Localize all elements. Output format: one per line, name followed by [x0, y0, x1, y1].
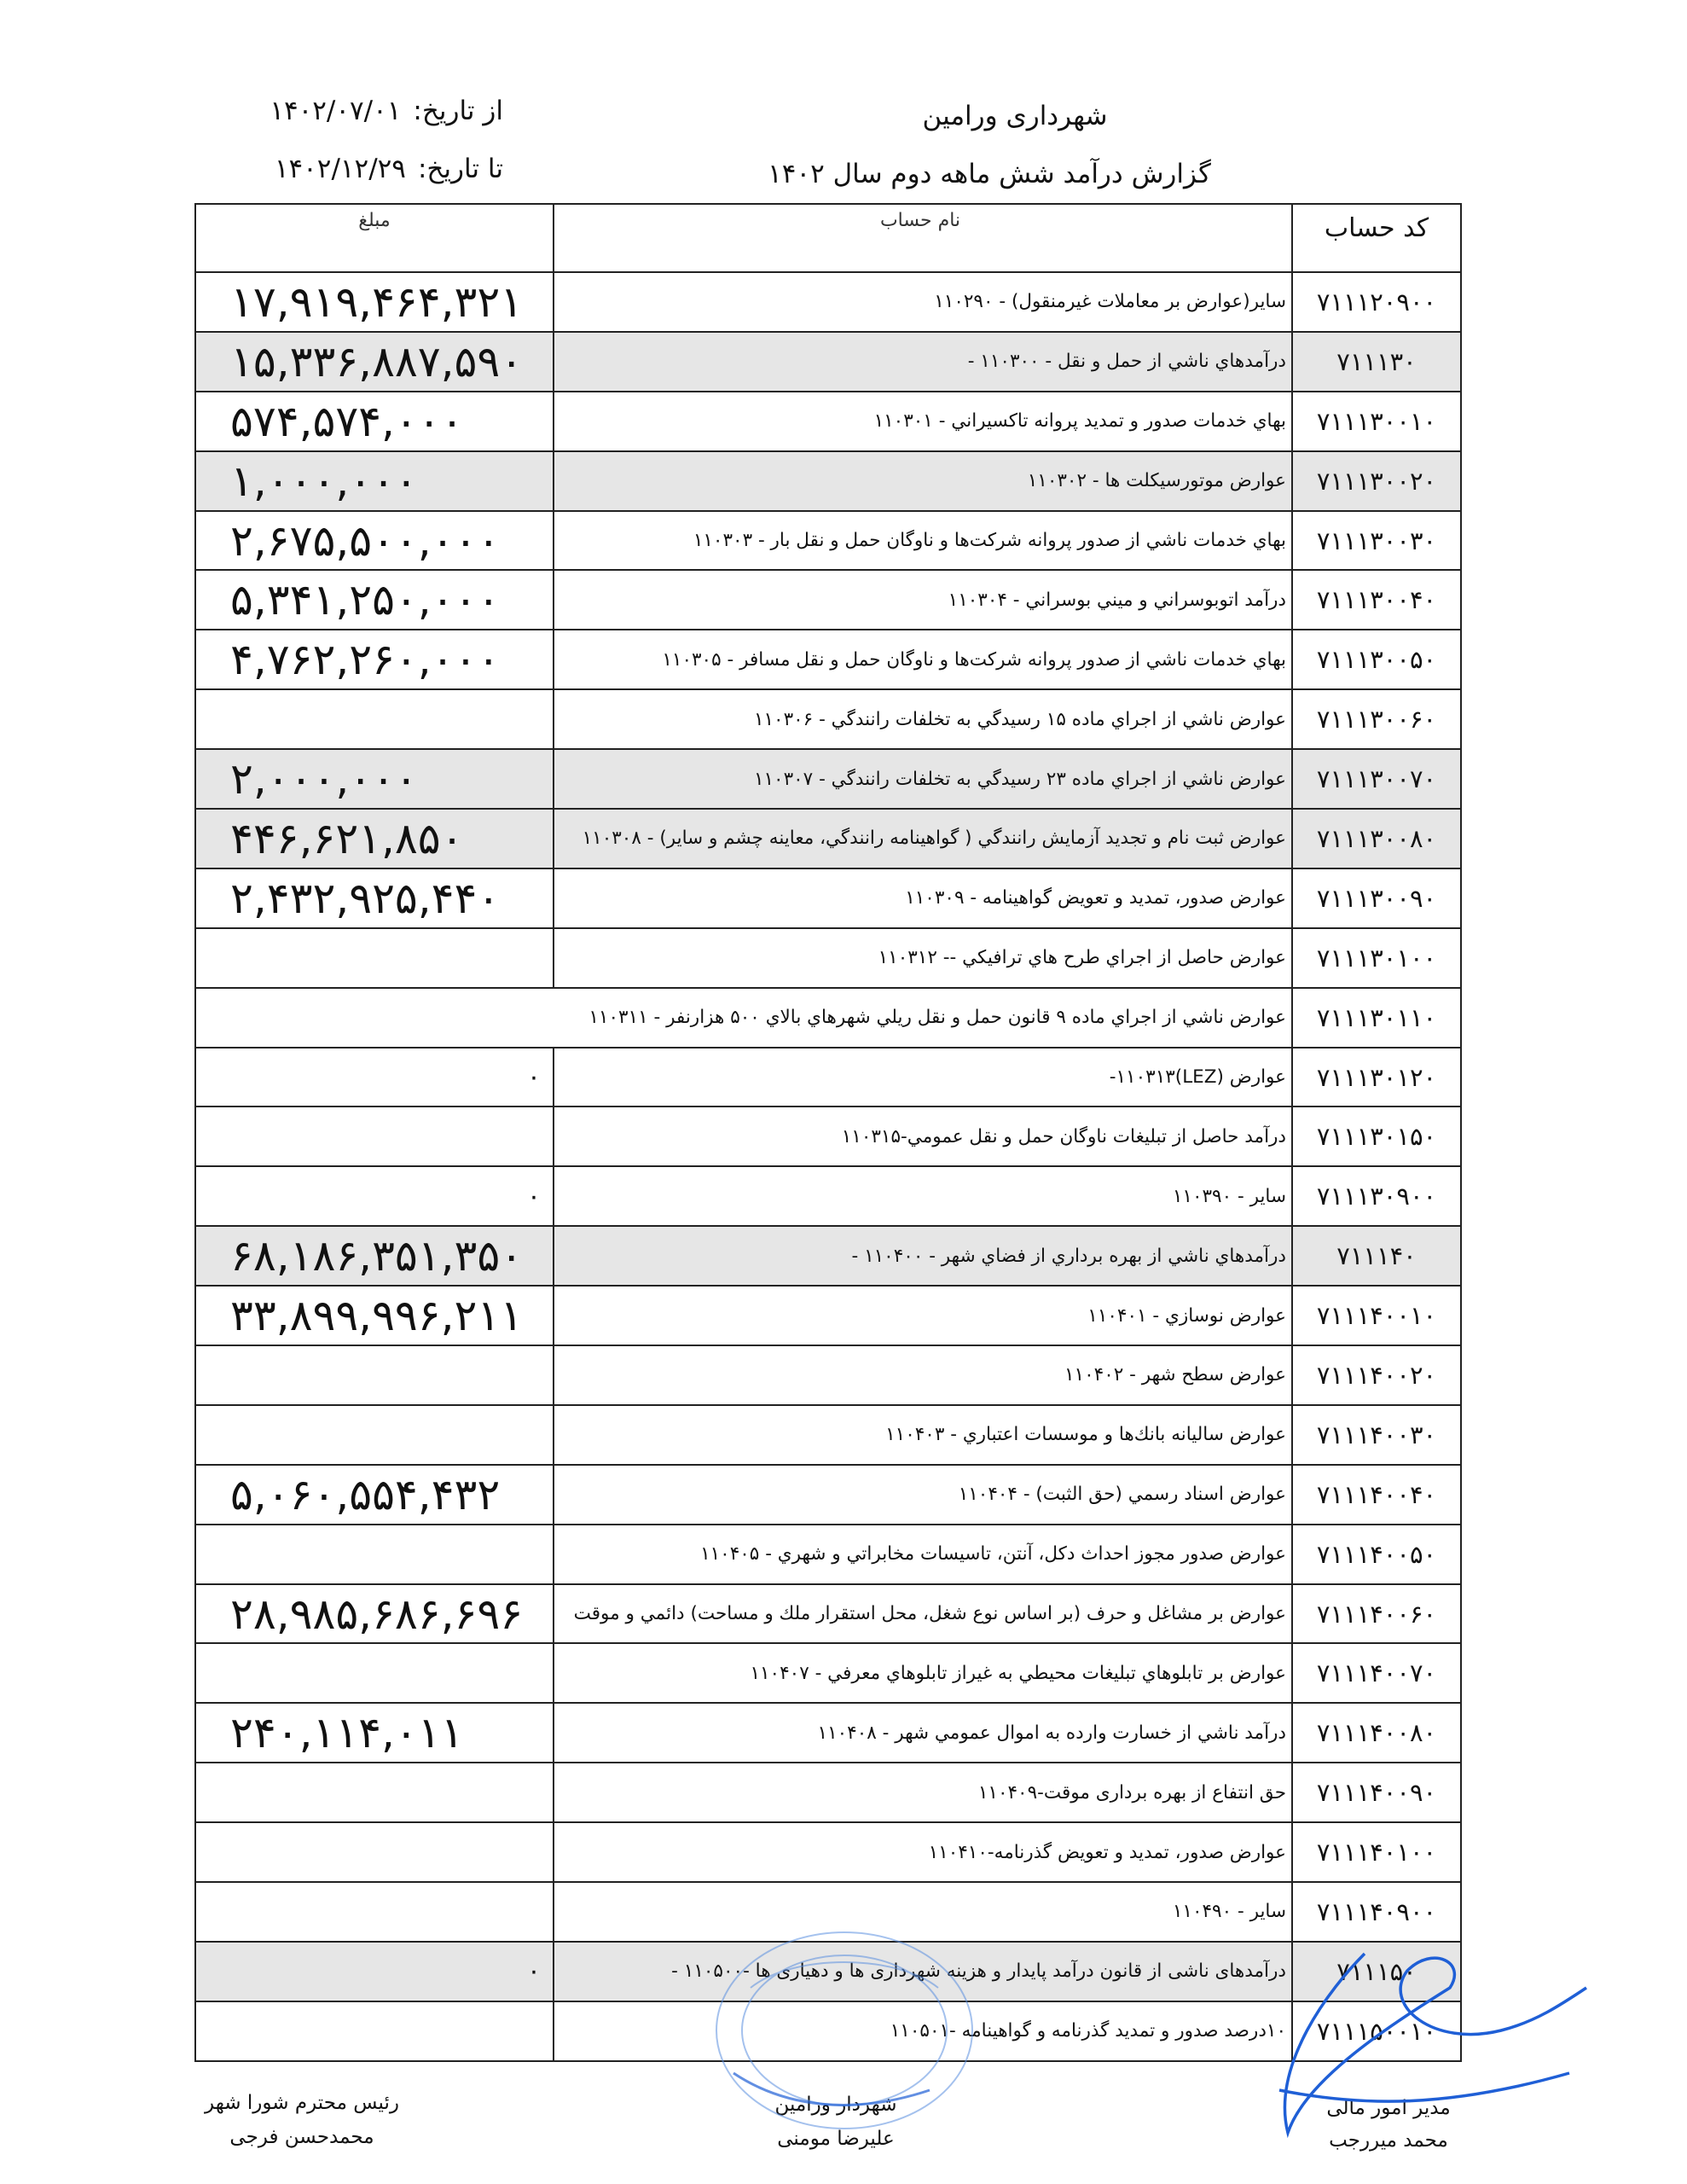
to-date-label: تا تاریخ:	[417, 154, 503, 184]
mayor-name: علیرضا مومنی	[777, 2128, 895, 2150]
account-name-cell: عوارض حاصل از اجراي طرح هاي ترافيكي -- ۱۱۰۳۱۲	[554, 928, 1292, 988]
account-code-cell: ۷۱۱۱۴۰۰۸۰	[1292, 1703, 1461, 1763]
amount-cell: ۱۵,۳۳۶,۸۸۷,۵۹۰	[195, 332, 554, 392]
account-name-cell: عوارض صدور، تمديد و تعويض گواهينامه - ۱۱۰۳۰۹	[554, 868, 1292, 928]
account-name-cell: عوارض صدور مجوز احداث دكل، آنتن، تاسيسات مخابراتي و شهري - ۱۱۰۴۰۵	[554, 1525, 1292, 1584]
account-name-cell: عوارض ساليانه بانك‌ها و موسسات اعتباري - ۱۱۰۴۰۳	[554, 1405, 1292, 1465]
account-name-cell: بهاي خدمات صدور و تمديد پروانه تاكسيراني - ۱۱۰۳۰۱	[554, 392, 1292, 451]
table-row	[195, 1643, 1461, 1703]
account-code-cell: ۷۱۱۱۳۰۱۵۰	[1292, 1107, 1461, 1166]
table-row	[195, 1405, 1461, 1465]
account-code-cell: ۷۱۱۱۴۰۰۴۰	[1292, 1465, 1461, 1525]
amount-cell	[195, 1882, 554, 1942]
account-code-cell: ۷۱۱۱۳۰۰۸۰	[1292, 809, 1461, 868]
account-name-cell: ساير - ۱۱۰۴۹۰	[554, 1882, 1292, 1942]
account-code-cell: ۷۱۱۱۳۰۰۲۰	[1292, 451, 1461, 511]
amount-cell: ۰	[195, 1166, 554, 1226]
table-row	[195, 689, 1461, 749]
amount-cell: ۴,۷۶۲,۲۶۰,۰۰۰	[195, 630, 554, 689]
account-name-cell: عوارض بر تابلوهاي تبليغات محيطي به غيراز تابلوهاي معرفي - ۱۱۰۴۰۷	[554, 1643, 1292, 1703]
amount-cell: ۴۴۶,۶۲۱,۸۵۰	[195, 809, 554, 868]
amount-cell: ۰	[195, 1942, 554, 2001]
account-name-cell: عوارض موتورسيكلت ها - ۱۱۰۳۰۲	[554, 451, 1292, 511]
account-name-cell: ساير - ۱۱۰۳۹۰	[554, 1166, 1292, 1226]
amount-cell	[195, 1525, 554, 1584]
to-date-value: ۱۴۰۲/۱۲/۲۹	[274, 154, 406, 184]
amount-cell: ۲,۶۷۵,۵۰۰,۰۰۰	[195, 511, 554, 571]
account-name-cell: بهاي خدمات ناشي از صدور پروانه شركت‌ها و ناوگان حمل و نقل بار - ۱۱۰۳۰۳	[554, 511, 1292, 571]
table-row	[195, 451, 1461, 511]
account-code-cell: ۷۱۱۱۲۰۹۰۰	[1292, 272, 1461, 332]
account-code-cell: ۷۱۱۱۳۰۰۶۰	[1292, 689, 1461, 749]
finance-manager-name: محمد میررجب	[1329, 2129, 1448, 2152]
table-row	[195, 392, 1461, 451]
account-code-cell: ۷۱۱۱۳۰۰۱۰	[1292, 392, 1461, 451]
amount-cell	[195, 1345, 554, 1405]
account-code-cell: ۷۱۱۱۳۰	[1292, 332, 1461, 392]
account-name-cell: عوارض ناشي از اجراي ماده ۹ قانون حمل و نقل ريلي شهرهاي بالاي ۵۰۰ هزارنفر - ۱۱۰۳۱۱	[195, 988, 1292, 1048]
table-row	[195, 332, 1461, 392]
table-row	[195, 1345, 1461, 1405]
account-name-cell: درآمدهاي ناشي از بهره برداري از فضاي شهر - ۱۱۰۴۰۰ -	[554, 1226, 1292, 1286]
amount-cell: ۲۴۰,۱۱۴,۰۱۱	[195, 1703, 554, 1763]
amount-cell: ۲,۴۳۲,۹۲۵,۴۴۰	[195, 868, 554, 928]
account-name-cell: عوارض بر مشاغل و حرف (بر اساس نوع شغل، محل استقرار ملك و مساحت) دائمي و موقت	[554, 1584, 1292, 1644]
account-code-cell: ۷۱۱۱۴۰۰۳۰	[1292, 1405, 1461, 1465]
amount-cell	[195, 1643, 554, 1703]
table-row	[195, 630, 1461, 689]
column-header-name: نام حساب	[554, 204, 1292, 272]
account-name-cell: درآمد ناشي از خسارت وارده به اموال عمومي شهر - ۱۱۰۴۰۸	[554, 1703, 1292, 1763]
account-code-cell: ۷۱۱۱۳۰۰۷۰	[1292, 749, 1461, 809]
table-row	[195, 1822, 1461, 1882]
amount-cell: ۳۳,۸۹۹,۹۹۶,۲۱۱	[195, 1286, 554, 1345]
amount-cell	[195, 928, 554, 988]
account-name-cell: عوارض (LEZ)۱۱۰۳۱۳-	[554, 1048, 1292, 1107]
table-row	[195, 988, 1461, 1048]
account-code-cell: ۷۱۱۱۴۰۰۶۰	[1292, 1584, 1461, 1644]
table-body	[195, 272, 1461, 2061]
table-row	[195, 511, 1461, 571]
table-row	[195, 749, 1461, 809]
amount-cell	[195, 1107, 554, 1166]
account-code-cell: ۷۱۱۱۳۰۹۰۰	[1292, 1166, 1461, 1226]
account-name-cell: درآمد اتوبوسراني و ميني بوسراني - ۱۱۰۳۰۴	[554, 570, 1292, 630]
account-code-cell: ۷۱۱۱۳۰۰۵۰	[1292, 630, 1461, 689]
table-row	[195, 1048, 1461, 1107]
council-head-name: محمدحسن فرجی	[229, 2126, 374, 2148]
account-code-cell: ۷۱۱۱۴۰۰۱۰	[1292, 1286, 1461, 1345]
account-name-cell: عوارض اسناد رسمي (حق الثبت) - ۱۱۰۴۰۴	[554, 1465, 1292, 1525]
column-header-amount: مبلغ	[195, 204, 554, 272]
council-head-title: رئیس محترم شورا شهر	[205, 2092, 399, 2114]
account-code-cell: ۷۱۱۱۳۰۱۱۰	[1292, 988, 1461, 1048]
table-row	[195, 1882, 1461, 1942]
account-name-cell: سایر(عوارض بر معاملات غیرمنقول) - ۱۱۰۲۹۰	[554, 272, 1292, 332]
mayor-title: شهردار ورامین	[774, 2094, 897, 2116]
account-name-cell: عوارض صدور، تمدید و تعویض گذرنامه-۱۱۰۴۱۰	[554, 1822, 1292, 1882]
finance-manager-title: مدیر امور مالی	[1326, 2097, 1451, 2119]
amount-cell	[195, 1405, 554, 1465]
account-code-cell: ۷۱۱۱۴۰۰۷۰	[1292, 1643, 1461, 1703]
account-code-cell: ۷۱۱۱۵۰۰۱۰	[1292, 2001, 1461, 2061]
account-code-cell: ۷۱۱۱۵۰	[1292, 1942, 1461, 2001]
table-header-row	[195, 204, 1461, 272]
account-code-cell: ۷۱۱۱۳۰۰۴۰	[1292, 570, 1461, 630]
table-row	[195, 570, 1461, 630]
amount-cell	[195, 689, 554, 749]
account-code-cell: ۷۱۱۱۴۰۹۰۰	[1292, 1882, 1461, 1942]
table-row	[195, 928, 1461, 988]
amount-cell	[195, 1763, 554, 1822]
account-name-cell: عوارض ناشي از اجراي ماده ۱۵ رسيدگي به تخلفات رانندگي - ۱۱۰۳۰۶	[554, 689, 1292, 749]
amount-cell: ۲,۰۰۰,۰۰۰	[195, 749, 554, 809]
account-name-cell: حق انتفاع از بهره برداری موقت-۱۱۰۴۰۹	[554, 1763, 1292, 1822]
table-row	[195, 1525, 1461, 1584]
account-name-cell: عوارض سطح شهر - ۱۱۰۴۰۲	[554, 1345, 1292, 1405]
account-name-cell: ۱۰درصد صدور و تمدید گذرنامه و گواهینامه -۱۱۰۵۰۱	[554, 2001, 1292, 2061]
amount-cell	[195, 2001, 554, 2061]
table-row	[195, 809, 1461, 868]
table-row	[195, 868, 1461, 928]
account-name-cell: درآمد حاصل از تبليغات ناوگان حمل و نقل عمومي-۱۱۰۳۱۵	[554, 1107, 1292, 1166]
account-name-cell: درآمدهاي ناشي از حمل و نقل - ۱۱۰۳۰۰ -	[554, 332, 1292, 392]
amount-cell: ۰	[195, 1048, 554, 1107]
account-code-cell: ۷۱۱۱۳۰۱۲۰	[1292, 1048, 1461, 1107]
account-code-cell: ۷۱۱۱۳۰۱۰۰	[1292, 928, 1461, 988]
table-row	[195, 1107, 1461, 1166]
account-name-cell: عوارض نوسازي - ۱۱۰۴۰۱	[554, 1286, 1292, 1345]
table-row	[195, 1584, 1461, 1644]
to-date-line	[230, 154, 503, 184]
amount-cell: ۵,۰۶۰,۵۵۴,۴۳۲	[195, 1465, 554, 1525]
amount-cell: ۲۸,۹۸۵,۶۸۶,۶۹۶	[195, 1584, 554, 1644]
from-date-line	[230, 96, 503, 126]
table-row	[195, 1942, 1461, 2001]
account-code-cell: ۷۱۱۱۳۰۰۳۰	[1292, 511, 1461, 571]
revenue-table	[194, 203, 1462, 2062]
table-row	[195, 272, 1461, 332]
column-header-code: کد حساب	[1292, 204, 1461, 272]
account-code-cell: ۷۱۱۱۴۰۰۹۰	[1292, 1763, 1461, 1822]
amount-cell: ۱,۰۰۰,۰۰۰	[195, 451, 554, 511]
report-title: گزارش درآمد شش ماهه دوم سال ۱۴۰۲	[768, 159, 1211, 189]
from-date-label: از تاریخ:	[413, 96, 503, 126]
account-name-cell: بهاي خدمات ناشي از صدور پروانه شركت‌ها و ناوگان حمل و نقل مسافر - ۱۱۰۳۰۵	[554, 630, 1292, 689]
account-name-cell: عوارض ناشي از اجراي ماده ۲۳ رسيدگي به تخلفات رانندگي - ۱۱۰۳۰۷	[554, 749, 1292, 809]
table-row	[195, 1226, 1461, 1286]
account-code-cell: ۷۱۱۱۴۰	[1292, 1226, 1461, 1286]
from-date-value: ۱۴۰۲/۰۷/۰۱	[270, 96, 402, 126]
amount-cell: ۵,۳۴۱,۲۵۰,۰۰۰	[195, 570, 554, 630]
account-code-cell: ۷۱۱۱۳۰۰۹۰	[1292, 868, 1461, 928]
table-row	[195, 1465, 1461, 1525]
organization-name: شهرداری ورامین	[922, 101, 1108, 131]
amount-cell: ۱۷,۹۱۹,۴۶۴,۳۲۱	[195, 272, 554, 332]
account-name-cell: درآمدهای ناشی از قانون درآمد پایدار و هزینه شهرداری ها و دهیاری ها -۱۱۰۵۰۰ -	[554, 1942, 1292, 2001]
table-row	[195, 1286, 1461, 1345]
table-row	[195, 1763, 1461, 1822]
account-code-cell: ۷۱۱۱۴۰۰۲۰	[1292, 1345, 1461, 1405]
account-name-cell: عوارض ثبت نام و تجديد آزمايش رانندگي ( گواهينامه رانندگي، معاينه چشم و ساير) - ۱۱۰۳۰۸	[554, 809, 1292, 868]
account-code-cell: ۷۱۱۱۴۰۱۰۰	[1292, 1822, 1461, 1882]
account-code-cell: ۷۱۱۱۴۰۰۵۰	[1292, 1525, 1461, 1584]
table-row	[195, 2001, 1461, 2061]
amount-cell: ۶۸,۱۸۶,۳۵۱,۳۵۰	[195, 1226, 554, 1286]
table-row	[195, 1703, 1461, 1763]
table-row	[195, 1166, 1461, 1226]
amount-cell: ۵۷۴,۵۷۴,۰۰۰	[195, 392, 554, 451]
amount-cell	[195, 1822, 554, 1882]
